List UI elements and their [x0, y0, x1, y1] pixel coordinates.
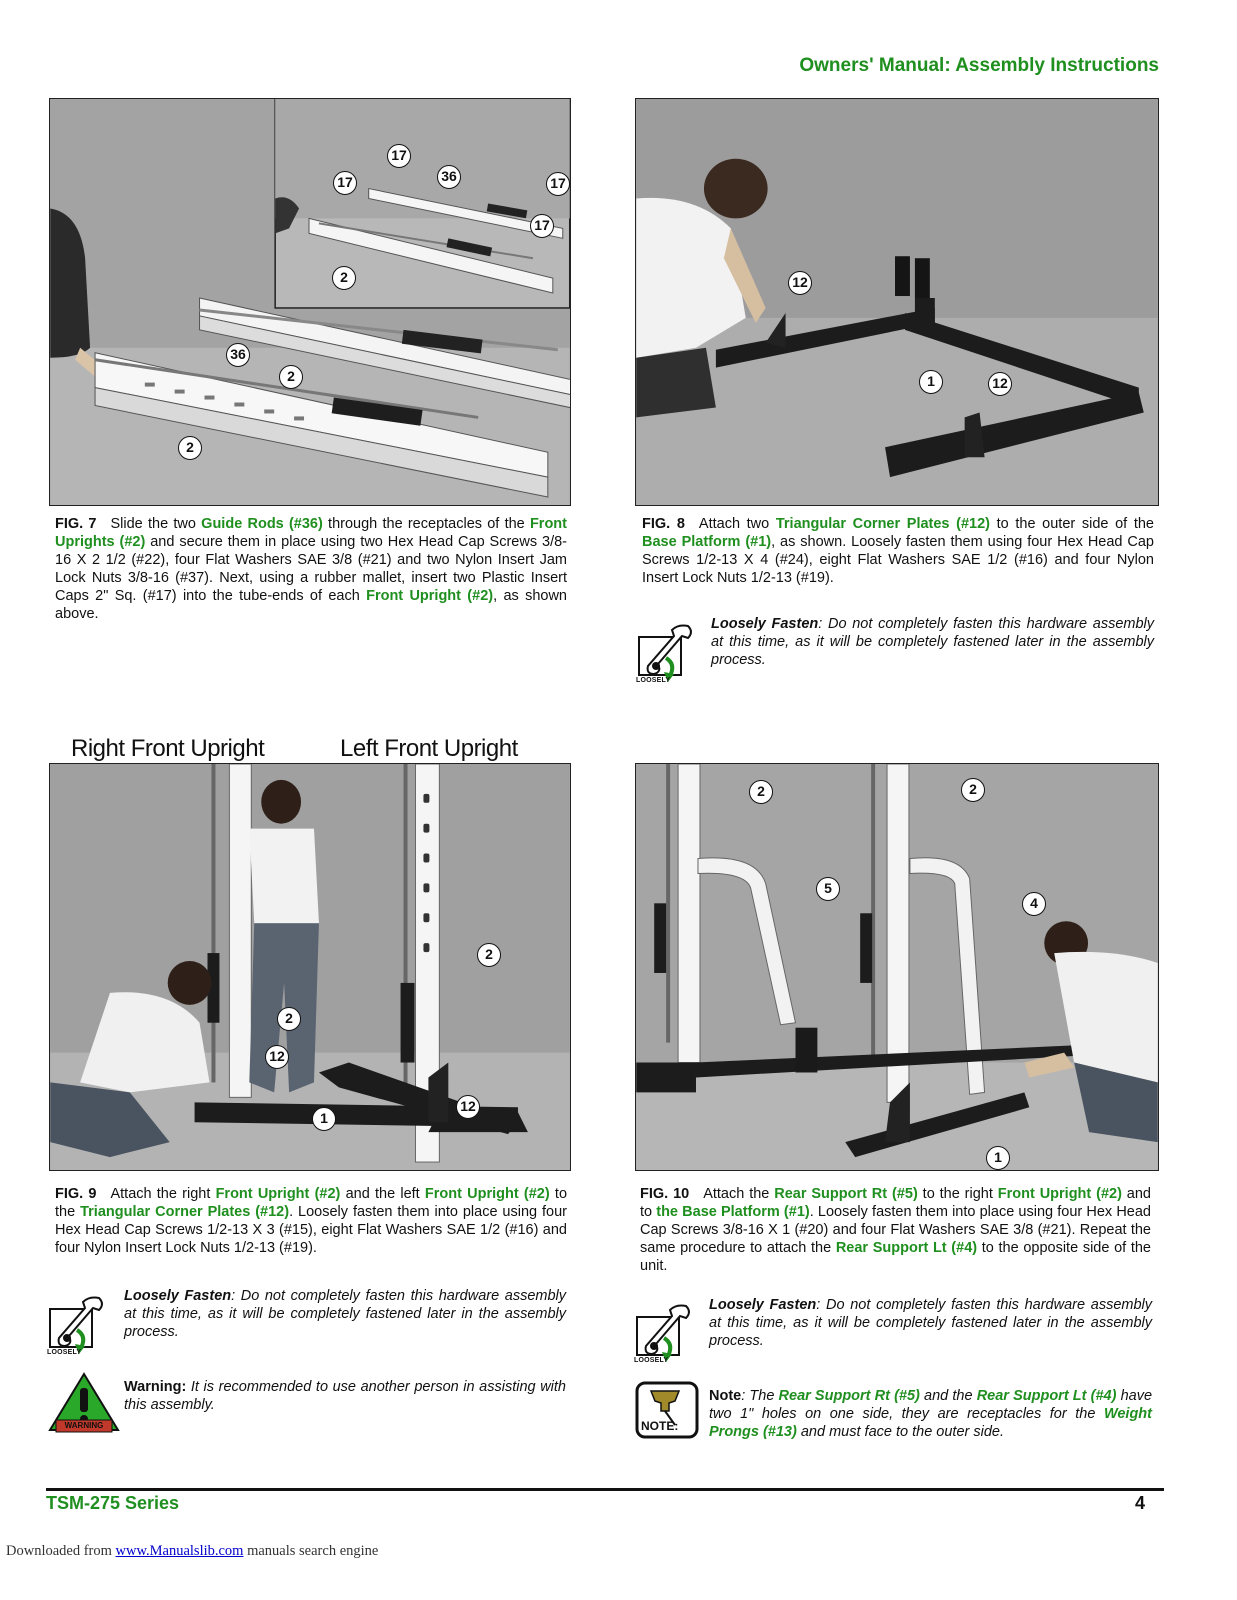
note2-title: Note [709, 1388, 742, 1404]
wrench-icon [47, 1296, 107, 1356]
caption-text: , as shown. Loosely fasten them using four Hex Head Cap Screws 1/2-13 X 4 (#24), eight Flat Washers SAE 1/2 (#16) and four Nylon Insert Lock Nuts 1/2-13 (#19). [642, 534, 1154, 586]
wrench-icon [636, 624, 696, 684]
warning-icon-label: WARNING [64, 1421, 104, 1430]
caption-text: to the [55, 1186, 568, 1220]
note-title: Loosely Fasten [124, 1288, 232, 1304]
fig10-loosely-note [709, 1296, 1152, 1350]
page-header-title: Owners' Manual: Assembly Instructions [799, 55, 1159, 76]
caption-text: . Loosely fasten them into place using four Hex Head Cap Screws 1/2-13 X 3 (#15), eight Flat Washers SAE 1/2 (#16) and four Nylon Insert Lock Nuts 1/2-13 (#19). [55, 1204, 568, 1256]
caption-text: Attach the [703, 1186, 775, 1202]
part-ref: Front Upright (#2) [215, 1186, 341, 1202]
fig7-photo [49, 98, 571, 506]
fig10-label: FIG. 10 [640, 1186, 690, 1202]
fig9-illustration [50, 764, 570, 1170]
fig10-photo [635, 763, 1159, 1171]
caption-text: to the right [917, 1186, 998, 1202]
fig9-heading-left: Left Front Upright [340, 735, 518, 762]
fig10-callout-base: 1 [986, 1146, 1010, 1170]
part-ref: Weight Prongs (#13) [709, 1406, 1152, 1440]
wrench-icon [634, 1304, 694, 1364]
loosely-fasten-icon [636, 624, 686, 684]
caption-text: to the outer side of the [990, 516, 1154, 532]
part-ref: Triangular Corner Plates (#12) [80, 1204, 290, 1220]
fig9-callout: 2 [277, 1007, 301, 1031]
caption-text: Slide the two [110, 516, 202, 532]
part-ref: Rear Support Rt (#5) [774, 1186, 918, 1202]
note-text: : Do not completely fasten this hardware assembly at this time, as it will be completely fastened later in the assembly process. [124, 1288, 567, 1340]
caption-text: through the receptacles of the [322, 516, 530, 532]
fig7-callout: 17 [387, 144, 411, 168]
fig10-caption [640, 1185, 1151, 1275]
fig9-callout: 12 [265, 1045, 289, 1069]
caption-text: Attach the right [110, 1186, 216, 1202]
caption-text: and to [640, 1186, 1151, 1220]
part-ref: Triangular Corner Plates (#12) [775, 516, 990, 532]
fig7-callout: 2 [279, 365, 303, 389]
download-prefix: Downloaded from [6, 1543, 116, 1559]
part-ref: Front Upright (#2) [997, 1186, 1122, 1202]
download-note [6, 1543, 378, 1560]
fig10-note [709, 1387, 1152, 1441]
fig8-caption [642, 515, 1154, 587]
icon-label: LOOSELY [636, 677, 671, 684]
note-text: : Do not completely fasten this hardware assembly at this time, as it will be completely fastened later in the assembly process. [709, 1297, 1153, 1349]
fig7-callout: 36 [437, 165, 461, 189]
fig9-photo [49, 763, 571, 1171]
fig9-warning-note [124, 1378, 566, 1414]
note-icon-label: NOTE: [641, 1419, 679, 1433]
warning-text: It is recommended to use another person in assisting with this assembly. [124, 1379, 566, 1413]
note-text: and must face to the outer side. [796, 1424, 1004, 1440]
note-icon [635, 1381, 699, 1439]
fig9-label: FIG. 9 [55, 1186, 97, 1202]
fig10-callout: 2 [749, 780, 773, 804]
fig9-caption [55, 1185, 567, 1257]
fig8-label: FIG. 8 [642, 516, 685, 532]
part-ref: Front Upright (#2) [366, 588, 494, 604]
loosely-fasten-icon [47, 1296, 97, 1356]
fig8-callout: 12 [788, 271, 812, 295]
fig7-label: FIG. 7 [55, 516, 97, 532]
fig9-heading-right: Right Front Upright [71, 735, 265, 762]
fig10-callout: 4 [1022, 892, 1046, 916]
note-text: have two 1" holes on one side, they are receptacles for the [709, 1388, 1153, 1422]
part-ref: Front Uprights (#2) [55, 516, 567, 550]
fig7-callout: 2 [178, 436, 202, 460]
fig8-loosely-note [711, 615, 1154, 669]
manualslib-link[interactable]: www.Manualslib.com [115, 1543, 244, 1559]
fig7-callout: 2 [332, 266, 356, 290]
note-text: : The [741, 1388, 779, 1404]
fig9-callout: 2 [477, 943, 501, 967]
warning-icon [48, 1372, 120, 1434]
fig10-callout: 5 [816, 877, 840, 901]
part-ref: the Base Platform (#1) [656, 1204, 810, 1220]
download-suffix: manuals search engine [243, 1543, 379, 1559]
fig9-loosely-note [124, 1287, 566, 1341]
caption-text: and the left [340, 1186, 425, 1202]
part-ref: Front Upright (#2) [424, 1186, 550, 1202]
fig8-callout: 12 [988, 372, 1012, 396]
fig7-illustration [50, 99, 570, 505]
caption-text: Attach two [698, 516, 776, 532]
fig10-callout: 2 [961, 778, 985, 802]
note-text: : Do not completely fasten this hardware assembly at this time, as it will be completely fastened later in the assembly process. [711, 616, 1155, 668]
fig8-illustration [636, 99, 1158, 505]
part-ref: Rear Support Rt (#5) [778, 1388, 920, 1404]
caption-text: . Loosely fasten them into place using four Hex Head Cap Screws 3/8-16 X 1 (#20) and four Flat Washers SAE 3/8 (#21). Repeat the same procedure to attach the [640, 1204, 1151, 1256]
fig7-callout: 17 [530, 214, 554, 238]
page-number: 4 [1134, 1493, 1145, 1513]
part-ref: Rear Support Lt (#4) [976, 1388, 1117, 1404]
part-ref: Rear Support Lt (#4) [835, 1240, 978, 1256]
fig7-caption [55, 515, 567, 623]
fig7-callout: 17 [333, 171, 357, 195]
icon-label: LOOSELY [634, 1357, 669, 1364]
caption-text: , as shown above. [55, 588, 567, 622]
fig10-illustration [636, 764, 1158, 1170]
icon-label: LOOSELY [47, 1349, 82, 1356]
fig7-callout: 17 [546, 172, 570, 196]
note-text: and the [919, 1388, 977, 1404]
note-title: Loosely Fasten [709, 1297, 817, 1313]
fig9-callout: 1 [312, 1107, 336, 1131]
part-ref: Base Platform (#1) [642, 534, 772, 550]
note-title: Loosely Fasten [711, 616, 819, 632]
fig7-callout: 36 [226, 343, 250, 367]
footer-series: TSM-275 Series [46, 1493, 180, 1513]
caption-text: and secure them in place using two Hex Head Cap Screws 3/8-16 X 2 1/2 (#22), four Flat Washers SAE 3/8 (#21) and two Nylon Insert Jam Lock Nuts 3/8-16 (#37). Next, using a rubber mallet, insert two Plastic Insert Caps 2" Sq. (#17) into the tube-ends of each [55, 534, 567, 604]
fig8-callout: 1 [919, 370, 943, 394]
loosely-fasten-icon [634, 1304, 684, 1364]
part-ref: Guide Rods (#36) [201, 516, 323, 532]
fig8-photo [635, 98, 1159, 506]
fig9-callout: 12 [456, 1095, 480, 1119]
caption-text: to the opposite side of the unit. [640, 1240, 1151, 1274]
footer-rule [46, 1488, 1164, 1491]
warning-title: Warning: [124, 1379, 187, 1395]
